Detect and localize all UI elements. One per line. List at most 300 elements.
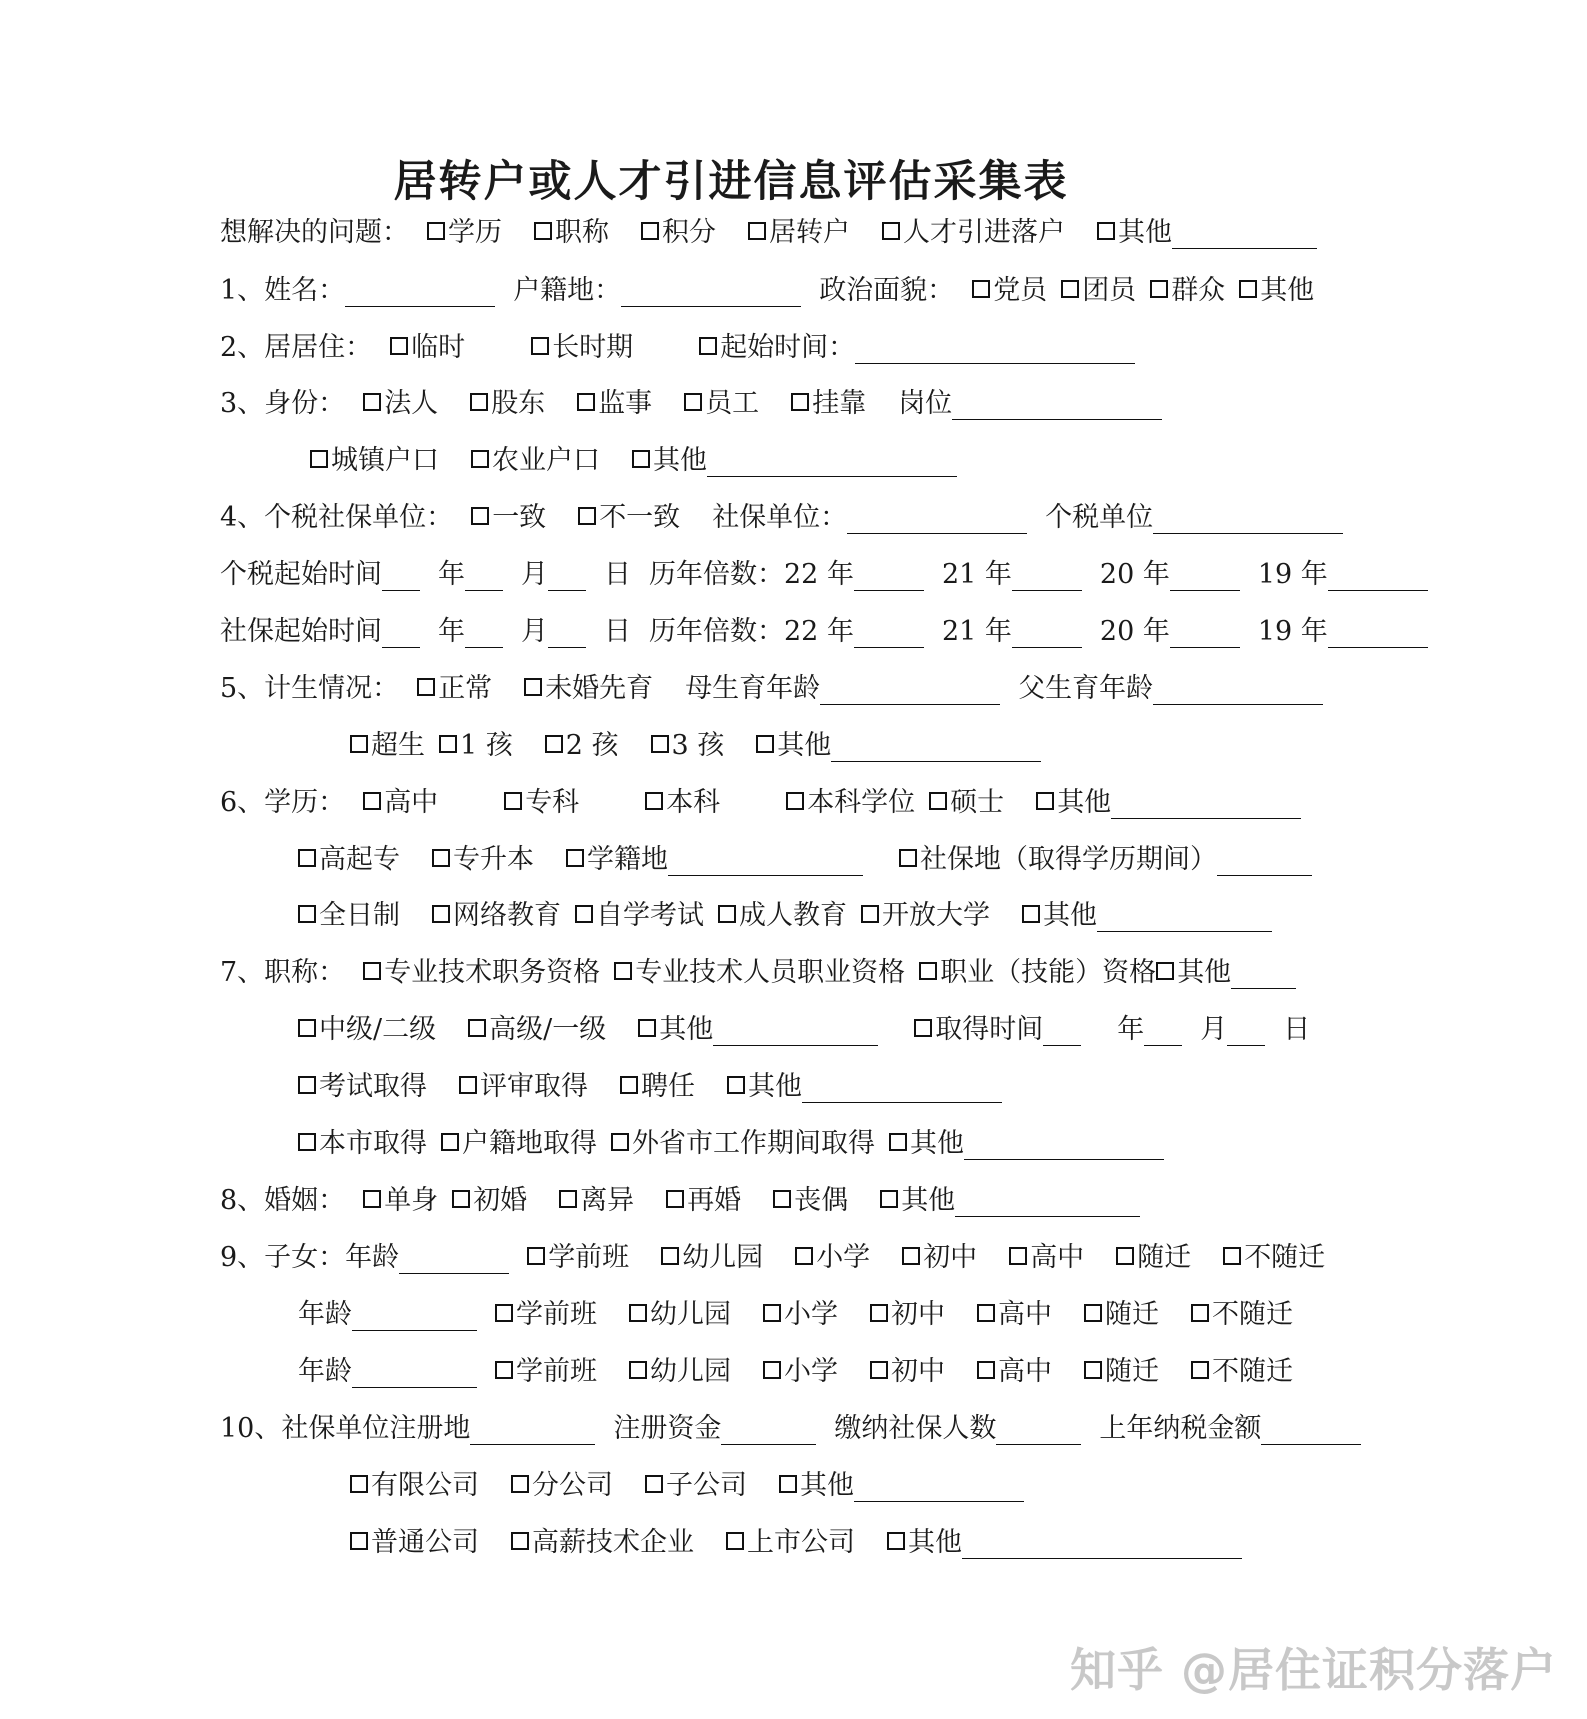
label-text: 8、婚姻： (220, 1184, 346, 1216)
fill-in-blank[interactable] (352, 1355, 477, 1388)
checkbox-option[interactable] (524, 668, 653, 709)
checkbox-option[interactable] (471, 497, 546, 538)
checkbox-option[interactable] (310, 440, 439, 481)
label-text: 4、个税社保单位： (220, 501, 454, 533)
checkbox-label: 聘任 (641, 1070, 695, 1102)
fill-in-blank[interactable] (1170, 558, 1240, 591)
checkbox-option[interactable] (629, 1294, 731, 1335)
checkbox-label: 自学考试 (596, 899, 704, 931)
field-label (298, 1294, 481, 1335)
checkbox-option[interactable] (880, 1180, 1144, 1221)
checkbox-label: 不一致 (599, 501, 681, 533)
fill-in-blank[interactable] (1231, 956, 1296, 989)
checkbox-icon[interactable] (427, 222, 445, 240)
fill-in-blank[interactable] (1328, 615, 1428, 648)
checkbox-icon[interactable] (471, 507, 489, 525)
checkbox-label: 居转户 (769, 216, 850, 248)
checkbox-icon[interactable] (889, 1133, 907, 1151)
checkbox-option[interactable] (919, 952, 1156, 993)
fill-in-blank[interactable] (1153, 672, 1323, 705)
label-text: 21 年 (941, 615, 1012, 647)
checkbox-option[interactable] (645, 782, 720, 823)
checkbox-icon[interactable] (632, 450, 650, 468)
checkbox-option[interactable] (559, 1180, 634, 1221)
checkbox-option[interactable] (432, 839, 534, 880)
checkbox-option[interactable] (972, 270, 1047, 311)
fill-in-blank[interactable] (847, 501, 1027, 534)
checkbox-option[interactable] (427, 212, 502, 253)
checkbox-option[interactable] (566, 839, 867, 880)
checkbox-option[interactable] (298, 1009, 436, 1050)
fill-in-blank[interactable] (854, 1469, 1024, 1502)
checkbox-option[interactable] (575, 895, 704, 936)
checkbox-label: 其他 (910, 1127, 964, 1159)
checkbox-option[interactable] (495, 1351, 597, 1392)
checkbox-label: 随迁 (1105, 1298, 1159, 1330)
fill-in-blank[interactable] (548, 615, 586, 648)
fill-in-blank[interactable] (465, 615, 503, 648)
fill-in-blank[interactable] (1012, 558, 1082, 591)
checkbox-icon[interactable] (641, 222, 659, 240)
checkbox-icon[interactable] (870, 1304, 888, 1322)
field-label (1099, 1408, 1365, 1449)
checkbox-label: 团员 (1082, 274, 1137, 306)
field-label (220, 782, 345, 823)
checkbox-icon[interactable] (651, 735, 669, 753)
field-label (220, 952, 345, 993)
checkbox-icon[interactable] (1036, 792, 1054, 810)
checkbox-icon[interactable] (1084, 1304, 1102, 1322)
form-row-2 (220, 327, 1171, 367)
checkbox-option[interactable] (773, 1180, 848, 1221)
checkbox-icon[interactable] (363, 962, 381, 980)
checkbox-icon[interactable] (666, 1190, 684, 1208)
checkbox-option[interactable] (495, 1294, 597, 1335)
checkbox-option[interactable] (1061, 270, 1136, 311)
checkbox-option[interactable] (390, 327, 465, 368)
checkbox-icon[interactable] (1191, 1361, 1209, 1379)
checkbox-icon[interactable] (684, 393, 702, 411)
label-text: 社保单位： (712, 501, 848, 533)
label-text: 个税单位 (1045, 501, 1154, 533)
checkbox-label: 学前班 (516, 1355, 597, 1387)
fill-in-blank[interactable] (668, 843, 863, 876)
label-text: 母生育年龄 (685, 672, 821, 704)
checkbox-icon[interactable] (972, 280, 990, 298)
fill-in-blank[interactable] (1172, 216, 1317, 249)
fill-in-blank[interactable] (1043, 1013, 1081, 1046)
fill-in-blank[interactable] (1217, 843, 1312, 876)
checkbox-option[interactable] (504, 782, 579, 823)
checkbox-icon[interactable] (791, 393, 809, 411)
checkbox-label: 高中 (998, 1298, 1052, 1330)
checkbox-icon[interactable] (620, 1076, 638, 1094)
fill-in-blank[interactable] (465, 558, 503, 591)
checkbox-icon[interactable] (298, 1133, 316, 1151)
checkbox-option[interactable] (350, 1522, 479, 1563)
checkbox-icon[interactable] (645, 792, 663, 810)
fill-in-blank[interactable] (382, 558, 420, 591)
checkbox-option[interactable] (882, 212, 1065, 253)
checkbox-option[interactable] (1223, 1237, 1325, 1278)
checkbox-option[interactable] (511, 1465, 613, 1506)
checkbox-icon[interactable] (545, 735, 563, 753)
field-label (298, 1351, 481, 1392)
checkbox-icon[interactable] (726, 1532, 744, 1550)
checkbox-option[interactable] (298, 839, 400, 880)
checkbox-option[interactable] (748, 212, 850, 253)
field-label (220, 1180, 345, 1221)
checkbox-icon[interactable] (575, 905, 593, 923)
checkbox-label: 初中 (891, 1355, 945, 1387)
checkbox-option[interactable] (432, 895, 561, 936)
field-label (220, 270, 499, 311)
checkbox-option[interactable] (417, 668, 492, 709)
fill-in-blank[interactable] (1153, 501, 1343, 534)
checkbox-icon[interactable] (468, 1019, 486, 1037)
checkbox-icon[interactable] (977, 1304, 995, 1322)
fill-in-blank[interactable] (1097, 899, 1272, 932)
checkbox-option[interactable] (350, 1465, 479, 1506)
checkbox-icon[interactable] (470, 393, 488, 411)
label-text: 3、身份： (220, 387, 346, 419)
checkbox-icon[interactable] (531, 337, 549, 355)
checkbox-icon[interactable] (661, 1247, 679, 1265)
checkbox-icon[interactable] (763, 1304, 781, 1322)
checkbox-option[interactable] (632, 440, 961, 481)
checkbox-option[interactable] (902, 1237, 977, 1278)
checkbox-icon[interactable] (629, 1304, 647, 1322)
label-text: 政治面貌： (819, 274, 955, 306)
checkbox-label: 初中 (891, 1298, 945, 1330)
checkbox-option[interactable] (1097, 212, 1321, 253)
checkbox-option[interactable] (661, 1237, 763, 1278)
checkbox-option[interactable] (611, 1123, 875, 1164)
checkbox-label: 本科学位 (807, 786, 916, 818)
checkbox-icon[interactable] (495, 1361, 513, 1379)
checkbox-icon[interactable] (310, 450, 328, 468)
checkbox-option[interactable] (298, 1066, 427, 1107)
form-row-8 (220, 668, 1341, 708)
form-row-0 (220, 212, 1353, 252)
checkbox-icon[interactable] (298, 905, 316, 923)
fill-in-blank[interactable] (831, 729, 1041, 762)
fill-in-blank[interactable] (855, 331, 1135, 364)
checkbox-icon[interactable] (350, 735, 368, 753)
checkbox-label: 上市公司 (747, 1526, 855, 1558)
checkbox-icon[interactable] (363, 792, 381, 810)
checkbox-icon[interactable] (727, 1076, 745, 1094)
checkbox-icon[interactable] (614, 962, 632, 980)
checkbox-option[interactable] (298, 895, 400, 936)
checkbox-icon[interactable] (638, 1019, 656, 1037)
checkbox-icon[interactable] (887, 1532, 905, 1550)
checkbox-option[interactable] (468, 1009, 606, 1050)
checkbox-icon[interactable] (756, 735, 774, 753)
field-label (220, 383, 345, 424)
fill-in-blank[interactable] (382, 615, 420, 648)
fill-in-blank[interactable] (854, 615, 924, 648)
checkbox-option[interactable] (363, 383, 438, 424)
label-text: 6、学历： (220, 786, 346, 818)
fill-in-blank[interactable] (955, 1184, 1140, 1217)
checkbox-option[interactable] (578, 497, 680, 538)
checkbox-option[interactable] (1239, 270, 1314, 311)
checkbox-icon[interactable] (786, 792, 804, 810)
checkbox-option[interactable] (756, 725, 1045, 766)
checkbox-option[interactable] (511, 1522, 694, 1563)
checkbox-option[interactable] (718, 895, 847, 936)
checkbox-option[interactable] (666, 1180, 741, 1221)
checkbox-label: 高中 (998, 1355, 1052, 1387)
checkbox-label: 临时 (411, 331, 466, 363)
checkbox-label: 幼儿园 (650, 1355, 731, 1387)
checkbox-option[interactable] (779, 1465, 1028, 1506)
checkbox-icon[interactable] (495, 1304, 513, 1322)
fill-in-blank[interactable] (1111, 786, 1301, 819)
checkbox-option[interactable] (861, 895, 990, 936)
checkbox-icon[interactable] (577, 393, 595, 411)
checkbox-icon[interactable] (511, 1475, 529, 1493)
field-label (220, 668, 399, 709)
fill-in-blank[interactable] (707, 444, 957, 477)
checkbox-option[interactable] (298, 1123, 427, 1164)
checkbox-icon[interactable] (459, 1076, 477, 1094)
checkbox-label: 党员 (993, 274, 1048, 306)
checkbox-option[interactable] (684, 383, 759, 424)
checkbox-icon[interactable] (861, 905, 879, 923)
checkbox-icon[interactable] (1009, 1247, 1027, 1265)
fill-in-blank[interactable] (721, 1412, 816, 1445)
checkbox-icon[interactable] (432, 905, 450, 923)
checkbox-option[interactable] (1156, 952, 1300, 993)
checkbox-option[interactable] (641, 212, 716, 253)
checkbox-icon[interactable] (524, 678, 542, 696)
checkbox-option[interactable] (786, 782, 915, 823)
checkbox-icon[interactable] (559, 1190, 577, 1208)
checkbox-icon[interactable] (645, 1475, 663, 1493)
checkbox-icon[interactable] (298, 849, 316, 867)
checkbox-icon[interactable] (390, 337, 408, 355)
checkbox-icon[interactable] (432, 849, 450, 867)
checkbox-icon[interactable] (795, 1247, 813, 1265)
checkbox-option[interactable] (899, 839, 1316, 880)
checkbox-icon[interactable] (870, 1361, 888, 1379)
checkbox-icon[interactable] (417, 678, 435, 696)
checkbox-icon[interactable] (763, 1361, 781, 1379)
checkbox-icon[interactable] (527, 1247, 545, 1265)
checkbox-icon[interactable] (902, 1247, 920, 1265)
fill-in-blank[interactable] (952, 387, 1162, 420)
checkbox-option[interactable] (638, 1009, 882, 1050)
checkbox-icon[interactable] (1191, 1304, 1209, 1322)
checkbox-option[interactable] (763, 1294, 838, 1335)
checkbox-option[interactable] (577, 383, 652, 424)
label-text: 个税起始时间 (220, 558, 382, 590)
checkbox-icon[interactable] (504, 792, 522, 810)
checkbox-icon[interactable] (1061, 280, 1079, 298)
checkbox-label: 高薪技术企业 (532, 1526, 694, 1558)
checkbox-option[interactable] (470, 383, 545, 424)
checkbox-icon[interactable] (1150, 280, 1168, 298)
label-text: 社保起始时间 (220, 615, 382, 647)
checkbox-label: 幼儿园 (650, 1298, 731, 1330)
checkbox-icon[interactable] (578, 507, 596, 525)
checkbox-option[interactable] (870, 1294, 945, 1335)
label-text: 想解决的问题： (220, 216, 409, 248)
fill-in-blank[interactable] (399, 1241, 509, 1274)
fill-in-blank[interactable] (352, 1298, 477, 1331)
checkbox-option[interactable] (1084, 1294, 1159, 1335)
field-label (1258, 611, 1432, 652)
checkbox-option[interactable] (620, 1066, 695, 1107)
fill-in-blank[interactable] (1328, 558, 1428, 591)
checkbox-option[interactable] (929, 782, 1004, 823)
checkbox-option[interactable] (977, 1294, 1052, 1335)
checkbox-option[interactable] (441, 1123, 597, 1164)
checkbox-option[interactable] (363, 782, 438, 823)
checkbox-icon[interactable] (511, 1532, 529, 1550)
checkbox-option[interactable] (727, 1066, 1006, 1107)
checkbox-option[interactable] (1150, 270, 1225, 311)
checkbox-option[interactable] (1191, 1351, 1293, 1392)
checkbox-icon[interactable] (350, 1532, 368, 1550)
checkbox-icon[interactable] (914, 1019, 932, 1037)
checkbox-option[interactable] (870, 1351, 945, 1392)
checkbox-icon[interactable] (350, 1475, 368, 1493)
checkbox-option[interactable] (699, 327, 1139, 368)
checkbox-option[interactable] (459, 1066, 588, 1107)
checkbox-icon[interactable] (298, 1076, 316, 1094)
checkbox-icon[interactable] (534, 222, 552, 240)
checkbox-label: 小学 (784, 1355, 838, 1387)
checkbox-icon[interactable] (919, 962, 937, 980)
checkbox-icon[interactable] (452, 1190, 470, 1208)
checkbox-icon[interactable] (748, 222, 766, 240)
checkbox-option[interactable] (763, 1351, 838, 1392)
checkbox-icon[interactable] (718, 905, 736, 923)
checkbox-icon[interactable] (977, 1361, 995, 1379)
fill-in-blank[interactable] (962, 1526, 1242, 1559)
checkbox-icon[interactable] (566, 849, 584, 867)
checkbox-icon[interactable] (363, 393, 381, 411)
checkbox-option[interactable] (534, 212, 609, 253)
checkbox-option[interactable] (651, 725, 725, 766)
checkbox-icon[interactable] (1223, 1247, 1241, 1265)
checkbox-icon[interactable] (779, 1475, 797, 1493)
checkbox-label: 长时期 (552, 331, 634, 363)
checkbox-option[interactable] (363, 1180, 438, 1221)
checkbox-icon[interactable] (899, 849, 917, 867)
field-label (1100, 554, 1244, 595)
checkbox-option[interactable] (471, 440, 600, 481)
checkbox-icon[interactable] (882, 222, 900, 240)
fill-in-blank[interactable] (802, 1070, 1002, 1103)
checkbox-option[interactable] (1036, 782, 1305, 823)
checkbox-icon[interactable] (1239, 280, 1257, 298)
checkbox-option[interactable] (1009, 1237, 1084, 1278)
checkbox-icon[interactable] (471, 450, 489, 468)
checkbox-option[interactable] (439, 725, 513, 766)
fill-in-blank[interactable] (964, 1127, 1164, 1160)
fill-in-blank[interactable] (1144, 1013, 1182, 1046)
checkbox-icon[interactable] (929, 792, 947, 810)
fill-in-blank[interactable] (996, 1412, 1081, 1445)
checkbox-icon[interactable] (439, 735, 457, 753)
checkbox-icon[interactable] (1156, 962, 1174, 980)
label-text: 9、子女：年龄 (220, 1241, 400, 1273)
checkbox-option[interactable] (1191, 1294, 1293, 1335)
checkbox-icon[interactable] (363, 1190, 381, 1208)
fill-in-blank[interactable] (1227, 1013, 1265, 1046)
label-text: 父生育年龄 (1018, 672, 1154, 704)
checkbox-icon[interactable] (699, 337, 717, 355)
checkbox-icon[interactable] (773, 1190, 791, 1208)
label-text: 月 (521, 615, 548, 647)
checkbox-icon[interactable] (611, 1133, 629, 1151)
checkbox-option[interactable] (363, 952, 600, 993)
checkbox-icon[interactable] (1116, 1247, 1134, 1265)
checkbox-option[interactable] (452, 1180, 527, 1221)
checkbox-option[interactable] (545, 725, 619, 766)
field-label (898, 383, 1166, 424)
field-label (604, 611, 631, 652)
checkbox-label: 专升本 (453, 843, 534, 875)
checkbox-label: 有限公司 (371, 1469, 479, 1501)
checkbox-label: 全日制 (319, 899, 400, 931)
checkbox-option[interactable] (977, 1351, 1052, 1392)
checkbox-icon[interactable] (1097, 222, 1115, 240)
checkbox-icon[interactable] (298, 1019, 316, 1037)
fill-in-blank[interactable] (820, 672, 1000, 705)
fill-in-blank[interactable] (470, 1412, 595, 1445)
checkbox-option[interactable] (887, 1522, 1246, 1563)
checkbox-option[interactable] (350, 725, 425, 766)
checkbox-icon[interactable] (880, 1190, 898, 1208)
checkbox-option[interactable] (914, 1009, 1085, 1050)
checkbox-option[interactable] (791, 383, 866, 424)
fill-in-blank[interactable] (854, 558, 924, 591)
checkbox-label: 学籍地 (587, 843, 668, 875)
checkbox-option[interactable] (1022, 895, 1276, 936)
checkbox-option[interactable] (795, 1237, 870, 1278)
checkbox-option[interactable] (726, 1522, 855, 1563)
checkbox-icon[interactable] (1084, 1361, 1102, 1379)
checkbox-icon[interactable] (1022, 905, 1040, 923)
checkbox-option[interactable] (527, 1237, 629, 1278)
checkbox-option[interactable] (531, 327, 633, 368)
fill-in-blank[interactable] (345, 274, 495, 307)
label-text: 年 (438, 615, 465, 647)
checkbox-option[interactable] (629, 1351, 731, 1392)
checkbox-icon[interactable] (441, 1133, 459, 1151)
checkbox-option[interactable] (889, 1123, 1168, 1164)
field-label (1117, 1009, 1186, 1050)
fill-in-blank[interactable] (713, 1013, 878, 1046)
checkbox-option[interactable] (614, 952, 905, 993)
checkbox-option[interactable] (645, 1465, 747, 1506)
fill-in-blank[interactable] (1261, 1412, 1361, 1445)
checkbox-icon[interactable] (629, 1361, 647, 1379)
fill-in-blank[interactable] (1170, 615, 1240, 648)
label-text: 年 (438, 558, 465, 590)
checkbox-option[interactable] (1116, 1237, 1191, 1278)
fill-in-blank[interactable] (548, 558, 586, 591)
fill-in-blank[interactable] (621, 274, 801, 307)
fill-in-blank[interactable] (1012, 615, 1082, 648)
checkbox-label: 随迁 (1105, 1355, 1159, 1387)
checkbox-option[interactable] (1084, 1351, 1159, 1392)
